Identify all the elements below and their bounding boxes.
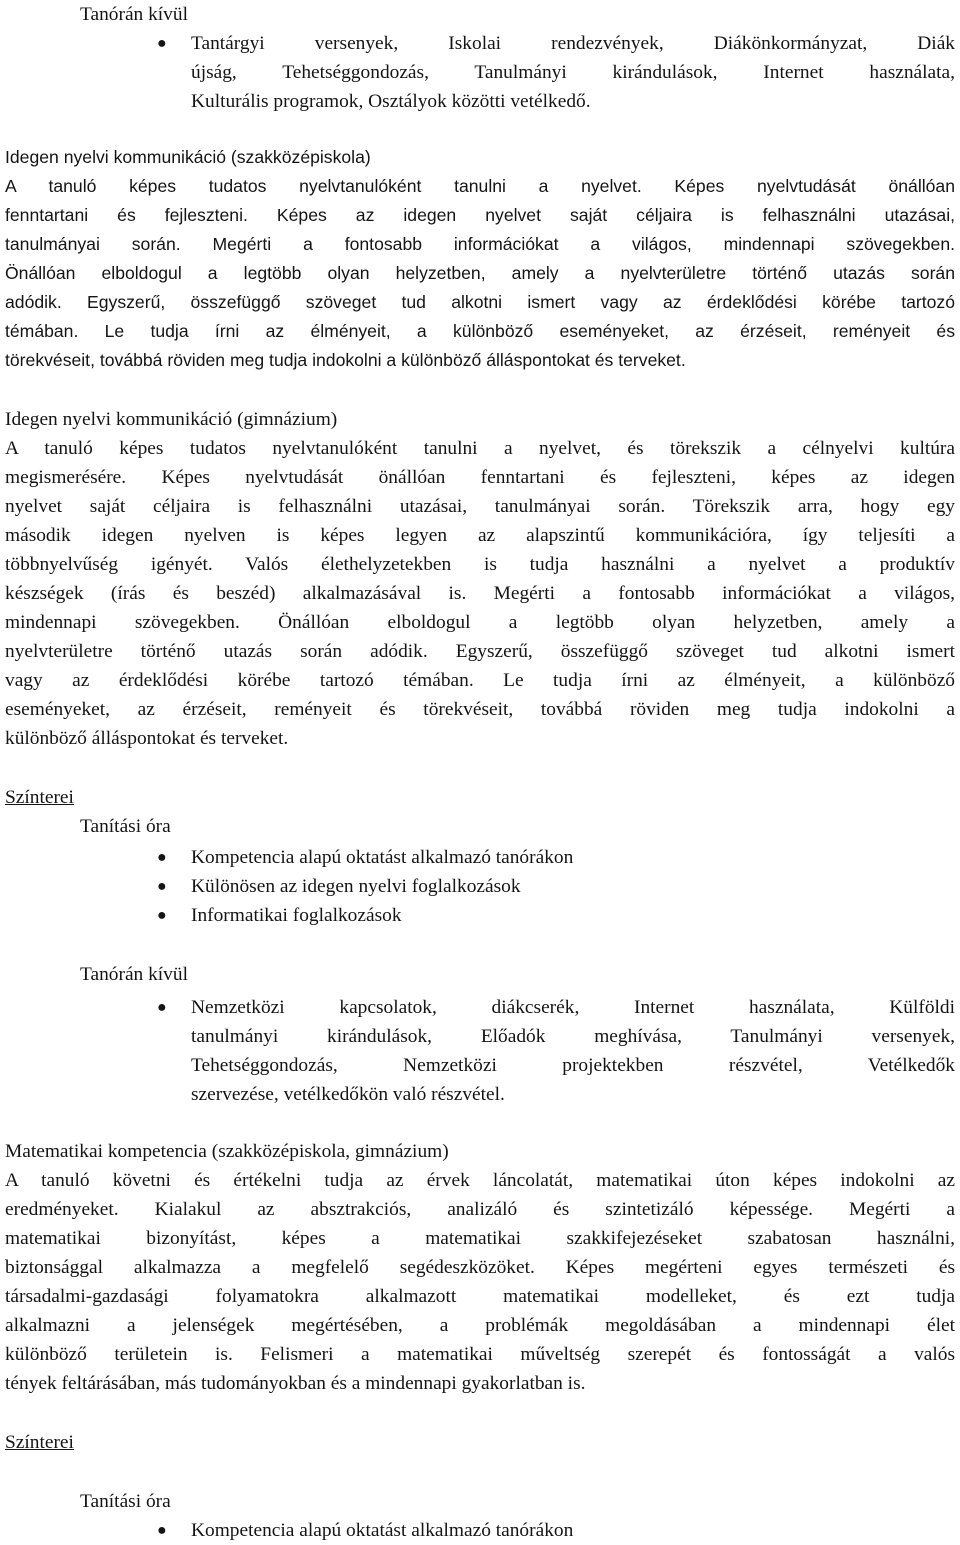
venues-title: Színterei (5, 1432, 74, 1453)
paragraph-line: témában. Le tudja írni az élményeit, a különböző eseményeket, az érzéseit, reményeit és (5, 321, 955, 341)
bullet-icon: ● (157, 999, 167, 1016)
paragraph-line: különböző álláspontokat és terveket. (5, 728, 289, 749)
section-venues-title-2 (5, 1428, 955, 1457)
paragraph-line: különböző területein is. Felismeri a matematikai műveltség szerepét és fontosságát a valós (5, 1344, 955, 1365)
section-venues-title (5, 783, 955, 812)
paragraph-line: Önállóan elboldogul a legtöbb olyan helyzetben, amely a nyelvterületre történő utazás során (5, 263, 955, 283)
list-item-line: újság, Tehetséggondozás, Tanulmányi kirándulások, Internet használata, (191, 62, 955, 83)
paragraph-line: mindennapi szövegekben. Önállóan elboldogul a legtöbb olyan helyzetben, amely a (5, 612, 955, 633)
list-item-line: ● Nemzetközi kapcsolatok, diákcserék, Internet használata, Külföldi (191, 993, 955, 1022)
paragraph-line: többnyelvűség igényét. Valós élethelyzetekben is tudja használni a nyelvet a produktív (5, 554, 955, 575)
paragraph-line: matematikai bizonyítást, képes a matematikai szakkifejezéseket szabatosan használni, (5, 1228, 955, 1249)
paragraph-line: tények feltárásában, más tudományokban és a mindennapi gyakorlatban is. (5, 1373, 586, 1394)
venues-subheading-class: Tanítási óra (80, 1491, 171, 1512)
list-item: ● Kompetencia alapú oktatást alkalmazó tanórákon (191, 1516, 955, 1545)
paragraph-line: A tanuló képes tudatos nyelvtanulóként tanulni a nyelvet. Képes nyelvtudását önállóan (5, 176, 955, 196)
paragraph-line: adódik. Egyszerű, összefüggő szöveget tud alkotni ismert vagy az érdeklődési körébe tartozó (5, 292, 955, 312)
paragraph-line: alkalmazni a jelenségek megértésében, a problémák megoldásában a mindennapi élet (5, 1315, 955, 1336)
list-item-line: Kulturális programok, Osztályok közötti vetélkedő. (191, 91, 591, 112)
bullet-icon: ● (157, 878, 167, 895)
section-title: Idegen nyelvi kommunikáció (szakközépiskola) (5, 147, 371, 167)
paragraph-line: megismerésére. Képes nyelvtudását önállóan fenntartani és fejleszteni, képes az idegen (5, 467, 955, 488)
section-mathematical-competence (5, 1137, 955, 1398)
bullet-list-class-venues-2 (157, 1516, 955, 1545)
paragraph-line: vagy az érdeklődési körébe tartozó témában. Le tudja írni az élményeit, a különböző (5, 670, 955, 691)
paragraph-line: tanulmányai során. Megérti a fontosabb információkat a világos, mindennapi szövegekben. (5, 234, 955, 254)
bullet-icon: ● (157, 849, 167, 866)
paragraph-line: A tanuló képes tudatos nyelvtanulóként tanulni a nyelvet, és törekszik a célnyelvi kultúra (5, 438, 955, 459)
bullet-icon: ● (157, 35, 167, 52)
paragraph-line: eseményeket, az érzéseit, reményeit és törekvéseit, továbbá röviden meg tudja indokolni a (5, 699, 955, 720)
venues-subheading-out-of-class: Tanórán kívül (80, 964, 188, 985)
paragraph-line: biztonsággal alkalmazza a megfelelő segédeszközöket. Képes megérteni egyes természeti és (5, 1257, 955, 1278)
bullet-list-out-of-class (157, 29, 955, 116)
paragraph-line: eredményeket. Kialakul az absztrakciós, analizáló és szintetizáló képessége. Megérti a (5, 1199, 955, 1220)
list-item: ● Kompetencia alapú oktatást alkalmazó tanórákon (191, 843, 955, 872)
paragraph-line: fenntartani és fejleszteni. Képes az idegen nyelvet saját céljaira is felhasználni utazásai, (5, 205, 955, 225)
list-item-line: Tehetséggondozás, Nemzetközi projektekben részvétel, Vetélkedők (191, 1055, 955, 1076)
venues-title: Színterei (5, 787, 74, 808)
paragraph-line: társadalmi-gazdasági folyamatokra alkalmazott matematikai modelleket, és ezt tudja (5, 1286, 955, 1307)
list-item: ● Informatikai foglalkozások (191, 901, 955, 930)
bullet-icon: ● (157, 907, 167, 924)
bullet-icon: ● (157, 1522, 167, 1539)
paragraph-line: készségek (írás és beszéd) alkalmazásával is. Megérti a fontosabb információkat a világos, (5, 583, 955, 604)
paragraph-line: nyelvterületre történő utazás során adódik. Egyszerű, összefüggő szöveget tud alkotni ismert (5, 641, 955, 662)
list-item: ● Különösen az idegen nyelvi foglalkozások (191, 872, 955, 901)
bullet-list-out-of-class-venues (157, 993, 955, 1109)
paragraph-line: A tanuló követni és értékelni tudja az érvek láncolatát, matematikai úton képes indokolni az (5, 1170, 955, 1191)
section-foreign-language-grammar-school (5, 405, 955, 753)
list-item-line: ● Tantárgyi versenyek, Iskolai rendezvények, Diákönkormányzat, Diák (191, 29, 955, 58)
list-item-line: tanulmányi kirándulások, Előadók meghívása, Tanulmányi versenyek, (191, 1026, 955, 1047)
section-title: Matematikai kompetencia (szakközépiskola, gimnázium) (5, 1141, 449, 1162)
section-title: Idegen nyelvi kommunikáció (gimnázium) (5, 409, 338, 430)
paragraph-line: második idegen nyelven is képes legyen az alapszintű kommunikációra, így teljesíti a (5, 525, 955, 546)
section-foreign-language-vocational (5, 143, 955, 375)
venues-subheading-class: Tanítási óra (80, 816, 171, 837)
list-item-line: szervezése, vetélkedőkön való részvétel. (191, 1084, 505, 1105)
section-heading-out-of-class: Tanórán kívül (80, 4, 188, 25)
bullet-list-class-venues (157, 843, 955, 930)
paragraph-line: törekvéseit, továbbá röviden meg tudja indokolni a különböző álláspontokat és terveket. (5, 350, 686, 370)
paragraph-line: nyelvet saját céljaira is felhasználni utazásai, tanulmányai során. Törekszik arra, hogy egy (5, 496, 955, 517)
